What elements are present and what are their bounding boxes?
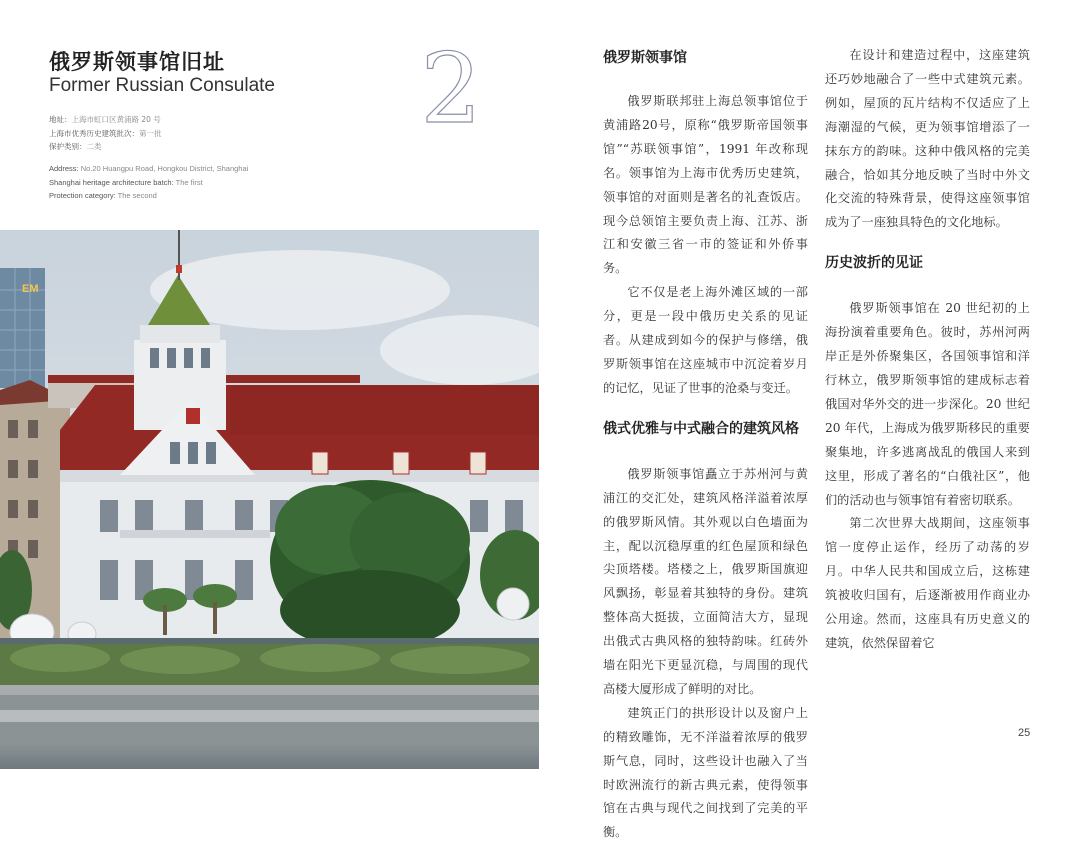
paragraph: 建筑正门的拱形设计以及窗户上的精致雕饰，无不洋溢着浓厚的俄罗斯气息，同时，这些设计也融入了当时欧洲流行的新古典元素，使得领事馆在古典与现代之间找到了完美的平衡。 bbox=[603, 705, 808, 840]
batch-zh: 上海市优秀历史建筑批次：第一批 bbox=[49, 128, 162, 138]
text-column-1 bbox=[603, 44, 808, 845]
section-heading-architecture: 俄式优雅与中式融合的建筑风格 bbox=[603, 420, 799, 437]
address-zh: 地址：上海市虹口区黄浦路 20 号 bbox=[49, 115, 161, 124]
paragraph: 俄罗斯领事馆矗立于苏州河与黄浦江的交汇处，建筑风格洋溢着浓厚的俄罗斯风情。其外观以白色墙面为主，配以沉稳厚重的红色屋顶和绿色尖顶塔楼。塔楼之上，俄罗斯国旗迎风飘扬，彰显着其独特的身份。建筑整体高大挺拔，立面简洁大方，显现出俄式古典风格的独特韵味。红砖外墙在阳光下更显沉稳，与周围的现代高楼大厦形成了鲜明的对比。 bbox=[603, 466, 808, 696]
category-zh: 保护类别：二类 bbox=[49, 142, 102, 151]
section-heading-history: 历史波折的见证 bbox=[825, 255, 923, 272]
paragraph: 第二次世界大战期间，这座领事馆一度停止运作，经历了动荡的岁月。中华人民共和国成立后，这栋建筑被收归国有，后逐渐被用作商业办公用途。然而，这座具有历史意义的建筑，依然保留着它 bbox=[825, 516, 1030, 650]
category-en: Protection category: The second bbox=[49, 191, 157, 200]
paragraph: 在设计和建造过程中，这座建筑还巧妙地融合了一些中式建筑元素。例如，屋顶的瓦片结构不仅适应了上海潮湿的气候，更为领事馆增添了一抹东方的韵味。这种中俄风格的完美融合，恰如其分地反映了当时中外文化交流的特殊背景，使得这座领事馆成为了一座独具特色的文化地标。 bbox=[825, 48, 1030, 230]
batch-en: Shanghai heritage architecture batch: The first bbox=[49, 177, 203, 187]
section-heading-consulate: 俄罗斯领事馆 bbox=[603, 50, 687, 66]
chapter-number-text: 2 bbox=[420, 33, 482, 130]
page-title-zh: 俄罗斯领事馆旧址 bbox=[49, 50, 225, 74]
page-number: 25 bbox=[1018, 727, 1031, 739]
info-zh bbox=[49, 113, 162, 154]
paragraph: 它不仅是老上海外滩区域的一部分，更是一段中俄历史关系的见证者。从建成到如今的保护与修缮，俄罗斯领事馆在这座城市中沉淀着岁月的记忆，见证了世事的沧桑与变迁。 bbox=[603, 285, 808, 395]
chapter-number bbox=[416, 30, 486, 130]
consulate-photo bbox=[0, 230, 539, 769]
paragraph: 俄罗斯联邦驻上海总领事馆位于黄浦路20号，原称“俄罗斯帝国领事馆”“苏联领事馆”，1991 年改称现名。领事馆为上海市优秀历史建筑，领事馆的对面则是著名的礼查饭店。现今总领馆主要负责上海、江苏、浙江和安徽三省一市的签证和外侨事务。 bbox=[603, 94, 808, 276]
address-en: Address: No.20 Huangpu Road, Hongkou District, Shanghai bbox=[49, 164, 249, 173]
page-title-en: Former Russian Consulate bbox=[49, 75, 275, 96]
tower-sign: EM bbox=[22, 283, 39, 295]
paragraph: 俄罗斯领事馆在 20 世纪初的上海扮演着重要角色。彼时，苏州河两岸正是外侨聚集区，各国领事馆和洋行林立，俄罗斯领事馆的建成标志着俄国对华外交的进一步深化。20 世纪 20 年代，上海成为俄罗斯移民的重要聚集地，许多逃离战乱的俄国人来到这里，形成了著名的“白俄社区”，他们的活动也与领事馆有着密切联系。 bbox=[825, 301, 1030, 507]
text-column-2 bbox=[825, 44, 1030, 656]
info-en bbox=[49, 162, 248, 203]
